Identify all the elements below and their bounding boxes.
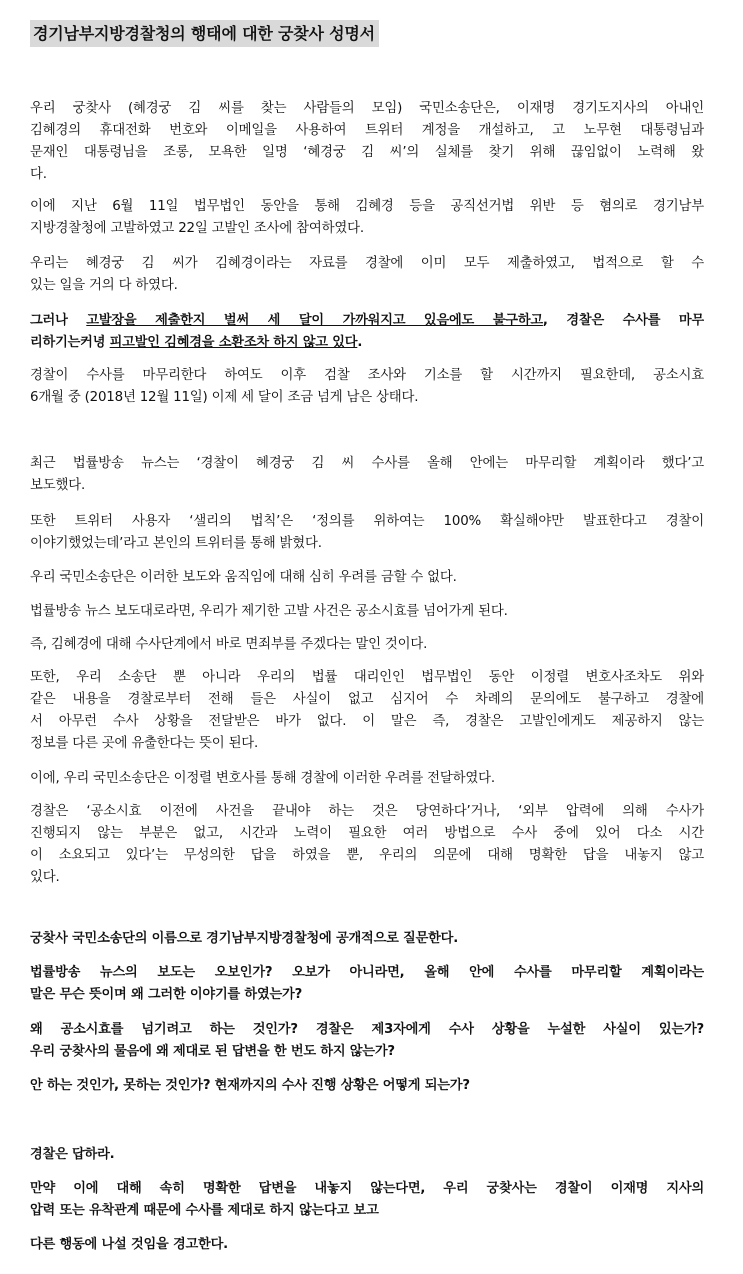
text-line: 법률방송 뉴스 보도대로라면, 우리가 제기한 고발 사건은 공소시효를 넘어가게 된다. [30, 604, 508, 619]
text-line: 있다. [30, 870, 60, 885]
text-line: 경찰은 ‘공소시효 이전에 사건을 끝내야 하는 것은 당연하다’거나, ‘외부 압력에 의해 수사가 [30, 804, 704, 819]
closing-warning-condition [30, 1178, 704, 1222]
text-line: 안 하는 것인가, 못하는 것인가? 현재까지의 수사 진행 상황은 어떻게 되는가? [30, 1078, 470, 1093]
text-line [30, 310, 704, 332]
paragraph-complaint [30, 196, 704, 240]
text-line: 서 아무런 수사 상황을 전달받은 바가 없다. 이 말은 즉, 경찰은 고발인에게도 제공하지 않는 [30, 714, 704, 729]
question-progress [30, 1075, 704, 1097]
text-line: 이 소요되고 있다’는 무성의한 답을 하였을 뿐, 우리의 의문에 대해 명확한 답을 내놓지 않고 [30, 848, 704, 863]
text-line: 이에, 우리 국민소송단은 이정렬 변호사를 통해 경찰에 이러한 우려를 전달하였다. [30, 771, 495, 786]
text-line: 경찰은 답하라. [30, 1147, 115, 1162]
text-line: 또한, 우리 소송단 뿐 아니라 우리의 법률 대리인인 법무법인 동안 이정렬 변호사조차도 위와 [30, 670, 704, 685]
underlined-text: 피고발인 김혜경을 소환조차 하지 않고 있다 [109, 335, 358, 350]
text-line: 최근 법률방송 뉴스는 ‘경찰이 혜경궁 김 씨 수사를 올해 안에는 마무리할 계획이라 했다’고 [30, 456, 704, 471]
text-segment: 리하기는커녕 [30, 335, 110, 350]
paragraph-emphasis [30, 310, 704, 354]
underlined-text: 고발장을 제출한지 벌써 세 달이 가까워지고 있음에도 불구하고 [86, 313, 543, 328]
text-line: 우리 국민소송단은 이러한 보도와 움직임에 대해 심히 우려를 금할 수 없다. [30, 570, 457, 585]
text-line: 경찰이 수사를 마무리한다 하여도 이후 검찰 조사와 기소를 할 시간까지 필요한데, 공소시효 [30, 368, 704, 383]
text-line: 같은 내용을 경찰로부터 전해 들은 사실이 없고 심지어 수 차례의 문의에도 불구하고 경찰에 [30, 692, 704, 707]
text-line: 정보를 다른 곳에 유출한다는 뜻이 된다. [30, 736, 259, 751]
text-line: 이야기했었는데’라고 본인의 트위터를 통해 밝혔다. [30, 536, 322, 551]
paragraph-report [30, 601, 704, 623]
text-line: 만약 이에 대해 속히 명확한 답변을 내놓지 않는다면, 우리 궁찾사는 경찰이 이재명 지사의 [30, 1181, 704, 1196]
paragraph-police-reply [30, 801, 704, 889]
text-segment: , 경찰은 수사를 마무 [542, 313, 704, 328]
paragraph-concern [30, 567, 704, 589]
text-line: 우리는 혜경궁 김 씨가 김혜경이라는 자료를 경찰에 이미 모두 제출하였고, 법적으로 할 수 [30, 256, 704, 271]
text-line: 지방경찰청에 고발하였고 22일 고발인 조사에 참여하였다. [30, 221, 364, 236]
text-line: 6개월 중 (2018년 12월 11일) 이제 세 달이 조금 넘게 남은 상태다. [30, 390, 419, 405]
text-line: 또한 트위터 사용자 ‘샐리의 법칙’은 ‘정의를 위하여는 100% 확실해야만 발표한다고 경찰이 [30, 514, 704, 529]
text-segment: 그러나 [30, 313, 87, 328]
question-heading [30, 928, 704, 950]
text-line: 보도했다. [30, 478, 85, 493]
text-line: 법률방송 뉴스의 보도는 오보인가? 오보가 아니라면, 올해 안에 수사를 마무리할 계획이라는 [30, 965, 704, 980]
text-line: 우리 궁찾사의 물음에 왜 제대로 된 답변을 한 번도 하지 않는가? [30, 1044, 395, 1059]
text-line: 진행되지 않는 부분은 없고, 시간과 노력이 필요한 여러 방법으로 수사 중에 있어 다소 시간 [30, 826, 704, 841]
text-segment: . [357, 335, 363, 350]
text-line: 김혜경의 휴대전화 번호와 이메일을 사용하여 트위터 계정을 개설하고, 고 노무현 대통령님과 [30, 123, 704, 138]
paragraph-statute [30, 365, 704, 409]
paragraph-indulgence [30, 634, 704, 656]
text-line: 압력 또는 유착관계 때문에 수사를 제대로 하지 않는다고 보고 [30, 1203, 379, 1218]
document-title: 경기남부지방경찰청의 행태에 대한 궁찾사 성명서 [30, 20, 379, 47]
text-line: 즉, 김혜경에 대해 수사단계에서 바로 면죄부를 주겠다는 말인 것이다. [30, 637, 428, 652]
question-statute [30, 1019, 704, 1063]
question-news-report [30, 962, 704, 1006]
text-line: 다. [30, 167, 47, 182]
paragraph-intro [30, 98, 704, 186]
text-line: 문재인 대통령님을 조롱, 모욕한 일명 ‘혜경궁 김 씨’의 실체를 찾기 위해 끊임없이 노력해 왔 [30, 145, 704, 160]
text-line: 말은 무슨 뜻이며 왜 그러한 이야기를 하였는가? [30, 987, 303, 1002]
paragraph-twitter [30, 511, 704, 555]
closing-demand [30, 1144, 704, 1166]
closing-warning [30, 1234, 704, 1256]
text-line: 왜 공소시효를 넘기려고 하는 것인가? 경찰은 제3자에게 수사 상황을 누설한 사실이 있는가? [30, 1022, 704, 1037]
paragraph-evidence [30, 253, 704, 297]
text-line: 우리 궁찾사 (혜경궁 김 씨를 찾는 사람들의 모임) 국민소송단은, 이재명 경기도지사의 아내인 [30, 101, 704, 116]
paragraph-news [30, 453, 704, 497]
text-line: 있는 일을 거의 다 하였다. [30, 278, 178, 293]
text-line: 다른 행동에 나설 것임을 경고한다. [30, 1237, 228, 1252]
text-line [30, 332, 704, 354]
paragraph-delivery [30, 768, 704, 790]
paragraph-leak [30, 667, 704, 755]
text-line: 이에 지난 6월 11일 법무법인 동안을 통해 김혜경 등을 공직선거법 위반 등 혐의로 경기남부 [30, 199, 704, 214]
text-line: 궁찾사 국민소송단의 이름으로 경기남부지방경찰청에 공개적으로 질문한다. [30, 931, 459, 946]
